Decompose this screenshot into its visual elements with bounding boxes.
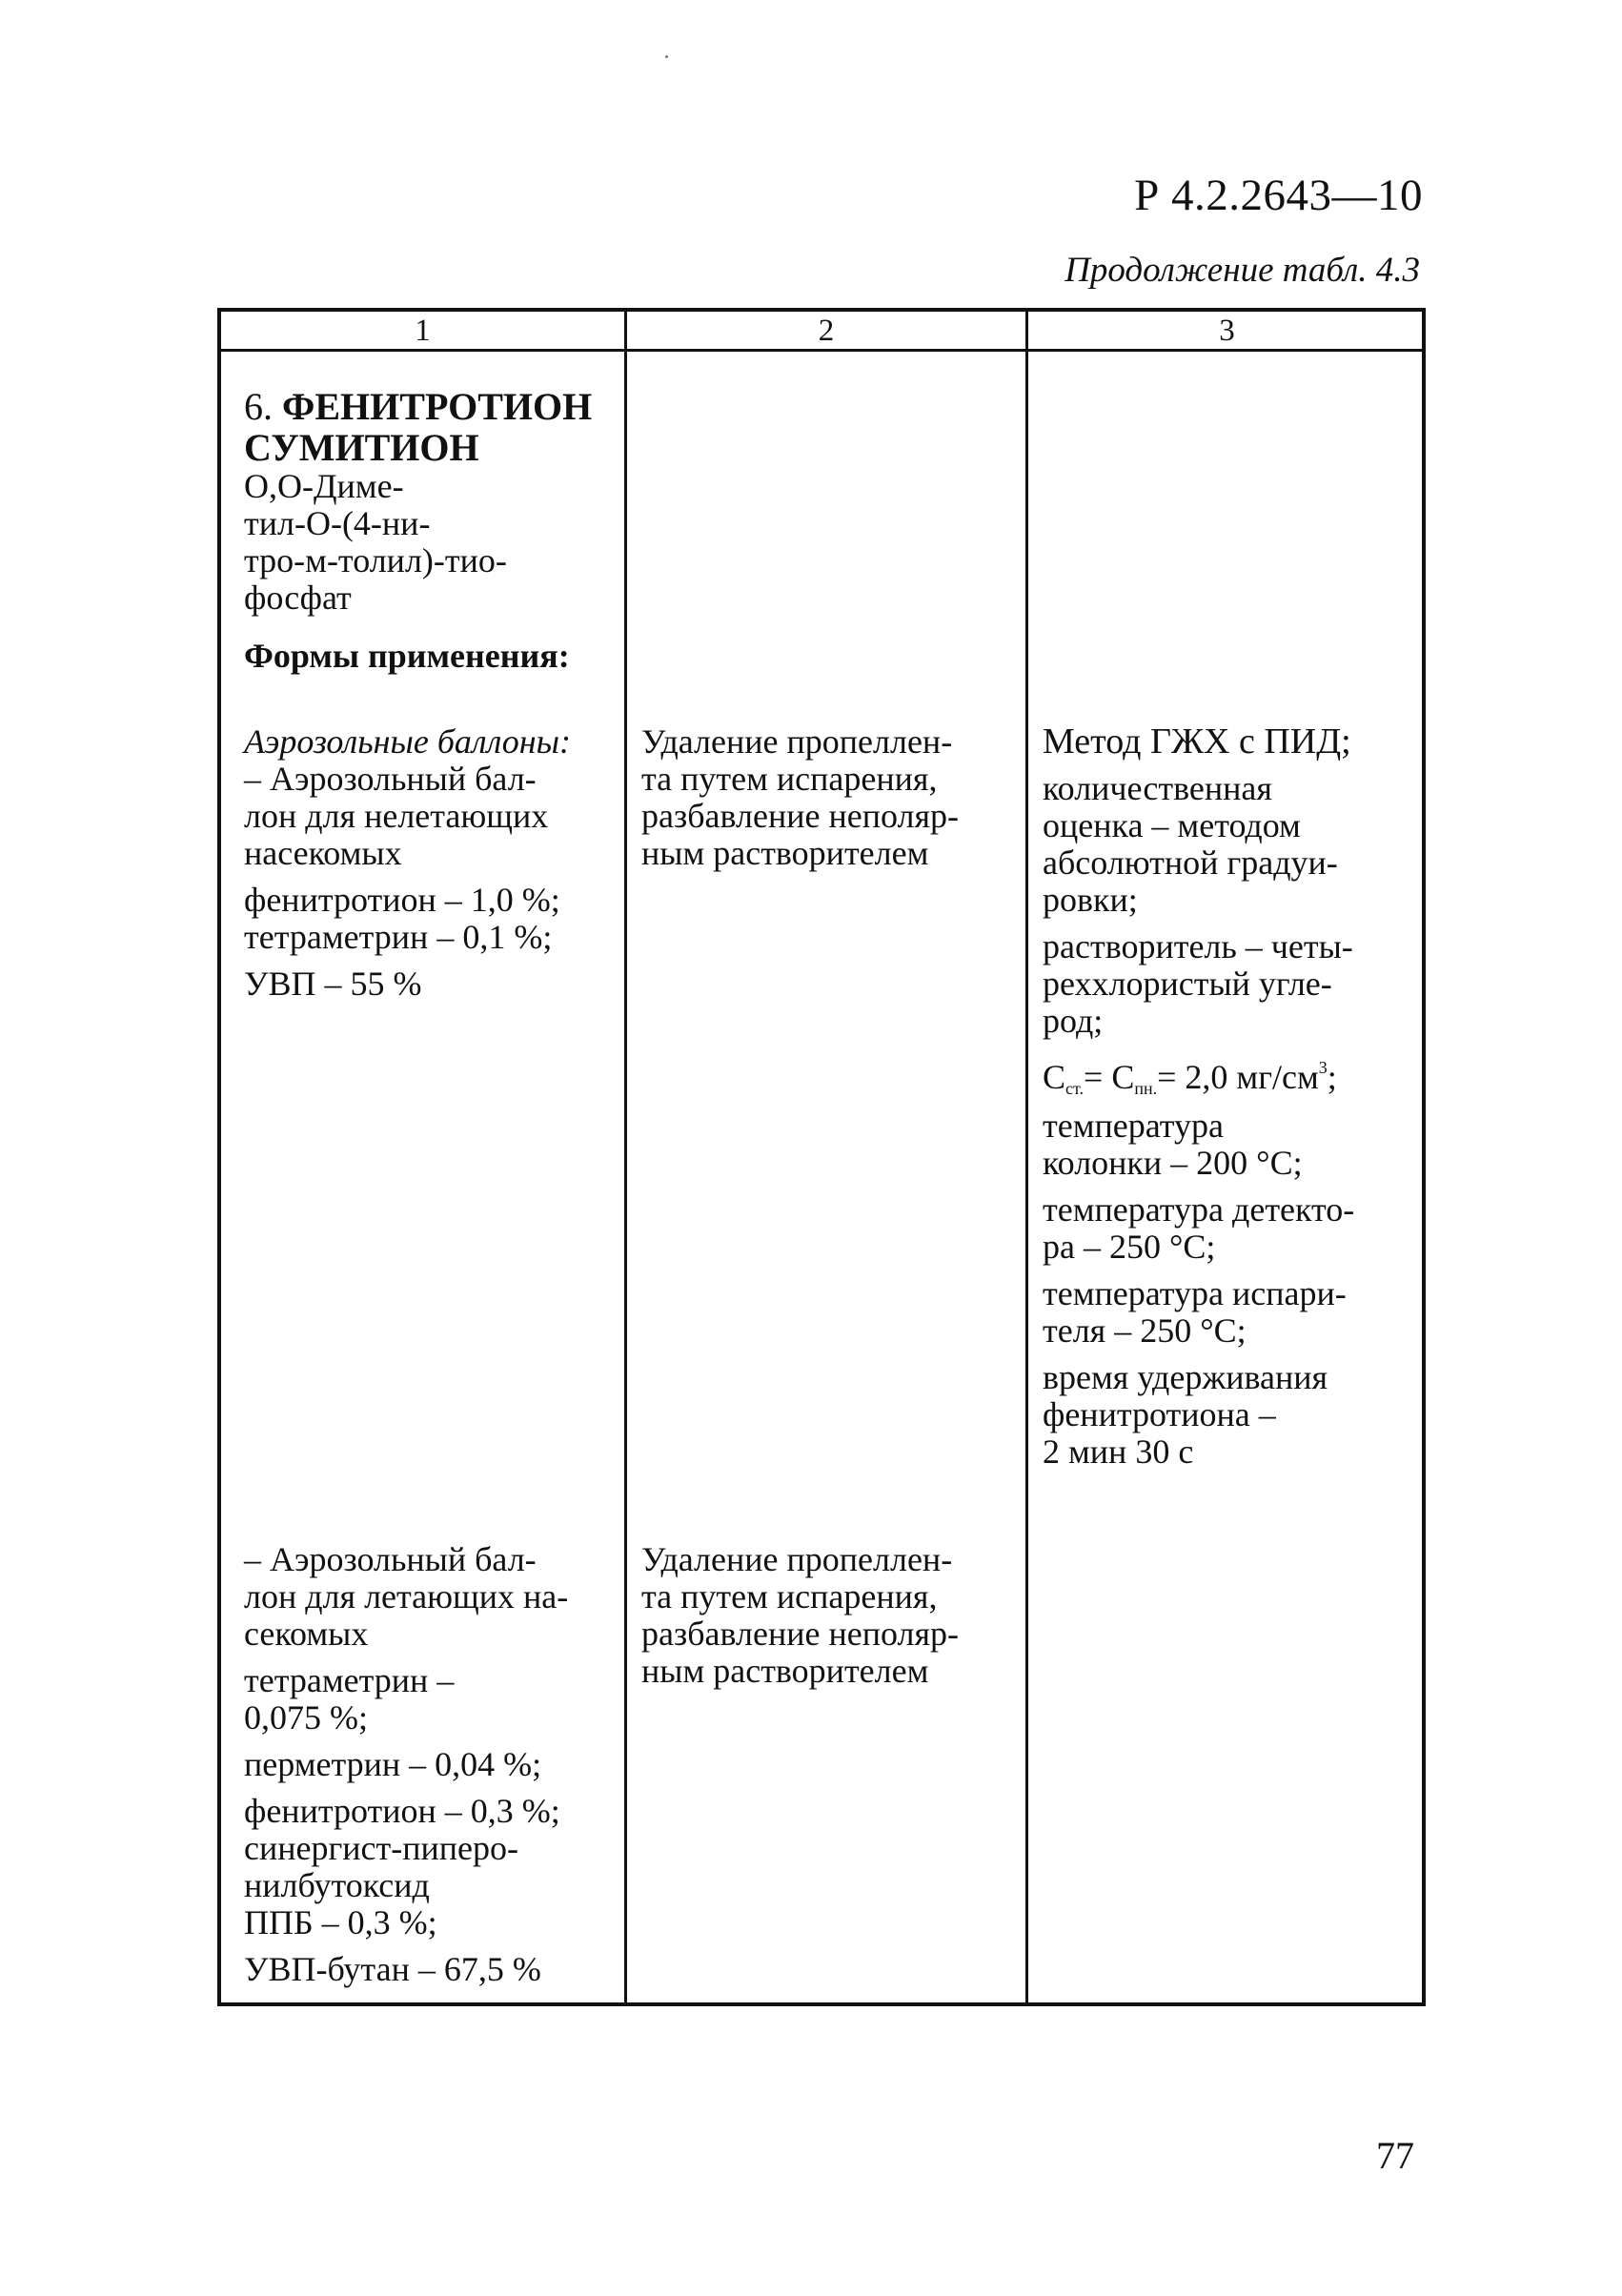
prep-line: та путем испарения, xyxy=(641,1577,938,1615)
prep-line: ным растворителем xyxy=(641,1652,929,1690)
detector-temp-line: температура детекто- xyxy=(1043,1190,1355,1229)
item-line: секомых xyxy=(244,1615,369,1653)
row2-col1 xyxy=(244,1541,611,1988)
solvent-line: растворитель – четы- xyxy=(1043,927,1353,965)
evaporator-temp-line: теля – 250 °С; xyxy=(1043,1311,1247,1350)
evaporator-temp-line: температура испари- xyxy=(1043,1274,1347,1312)
column-temp-line: колонки – 200 °С; xyxy=(1043,1144,1303,1182)
prep-line: ным растворителем xyxy=(641,834,929,872)
solvent-line: род; xyxy=(1043,1002,1104,1040)
composition-line: фенитротион – 1,0 %; xyxy=(244,881,560,919)
composition-line: перметрин – 0,04 %; xyxy=(244,1745,542,1783)
column-number-1: 1 xyxy=(415,314,431,348)
column-divider-1 xyxy=(624,312,627,2002)
row2-col2 xyxy=(641,1541,1018,1690)
table-continuation-caption: Продолжение табл. 4.3 xyxy=(1064,251,1420,290)
quant-line: оценка – методом xyxy=(1043,806,1301,844)
quant-line: количественная xyxy=(1043,769,1272,807)
chemical-name-line: фосфат xyxy=(244,579,352,617)
detector-temp-line: ра – 250 °С; xyxy=(1043,1228,1216,1266)
methods-table xyxy=(217,308,1426,2006)
substance-cell xyxy=(244,386,611,675)
composition-line: нилбутоксид xyxy=(244,1866,430,1904)
substance-name-line2: СУМИТИОН xyxy=(244,426,479,469)
composition-line: тетраметрин – xyxy=(244,1661,455,1699)
document-code: Р 4.2.2643—10 xyxy=(1134,171,1423,220)
composition-line: УВП – 55 % xyxy=(244,965,422,1003)
scan-speck xyxy=(665,55,668,58)
row1-col3 xyxy=(1043,723,1420,1471)
solvent-line: реххлористый угле- xyxy=(1043,965,1332,1003)
composition-line: УВП-бутан – 67,5 % xyxy=(244,1950,541,1988)
page-number: 77 xyxy=(1376,2134,1414,2177)
prep-line: Удаление пропеллен- xyxy=(641,722,953,761)
chemical-name-line: тро-м-толил)-тио- xyxy=(244,541,507,579)
header-divider xyxy=(221,349,1422,352)
chemical-name-line: О,О-Диме- xyxy=(244,467,404,505)
item-line: – Аэрозольный бал- xyxy=(244,760,537,798)
prep-line: разбавление неполяр- xyxy=(641,797,960,835)
composition-line: 0,075 %; xyxy=(244,1698,368,1737)
category-label: Аэрозольные баллоны: xyxy=(244,722,571,761)
prep-line: Удаление пропеллен- xyxy=(641,1540,953,1578)
item-line: лон для нелетающих xyxy=(244,797,549,835)
item-line: – Аэрозольный бал- xyxy=(244,1540,537,1578)
quant-line: абсолютной градуи- xyxy=(1043,843,1338,882)
row1-col1 xyxy=(244,723,611,1003)
composition-line: тетраметрин – 0,1 %; xyxy=(244,918,553,956)
prep-line: та путем испарения, xyxy=(641,760,938,798)
column-divider-2 xyxy=(1025,312,1028,2002)
method-line: Метод ГЖХ с ПИД; xyxy=(1043,721,1351,762)
retention-line: 2 мин 30 с xyxy=(1043,1432,1194,1471)
retention-line: фенитротиона – xyxy=(1043,1395,1276,1433)
forms-label: Формы применения: xyxy=(244,637,570,675)
item-line: насекомых xyxy=(244,834,402,872)
prep-line: разбавление неполяр- xyxy=(641,1615,960,1653)
chemical-name-line: тил-О-(4-ни- xyxy=(244,504,431,542)
column-temp-line: температура xyxy=(1043,1107,1225,1145)
row1-col2 xyxy=(641,723,1018,872)
column-number-2: 2 xyxy=(818,314,835,348)
quant-line: ровки; xyxy=(1043,881,1138,919)
composition-line: фенитротион – 0,3 %; xyxy=(244,1792,560,1830)
composition-line: ППБ – 0,3 %; xyxy=(244,1903,437,1941)
column-number-3: 3 xyxy=(1219,314,1235,348)
composition-line: синергист-пиперо- xyxy=(244,1829,518,1867)
retention-line: время удерживания xyxy=(1043,1358,1328,1396)
item-line: лон для летающих на- xyxy=(244,1577,569,1615)
concentration-line: $С_{ст.}= С_{пн.}= 2,0$ $мг/см^3$; xyxy=(1043,1058,1337,1098)
substance-name-line1: 6. ФЕНИТРОТИОН xyxy=(244,385,593,428)
